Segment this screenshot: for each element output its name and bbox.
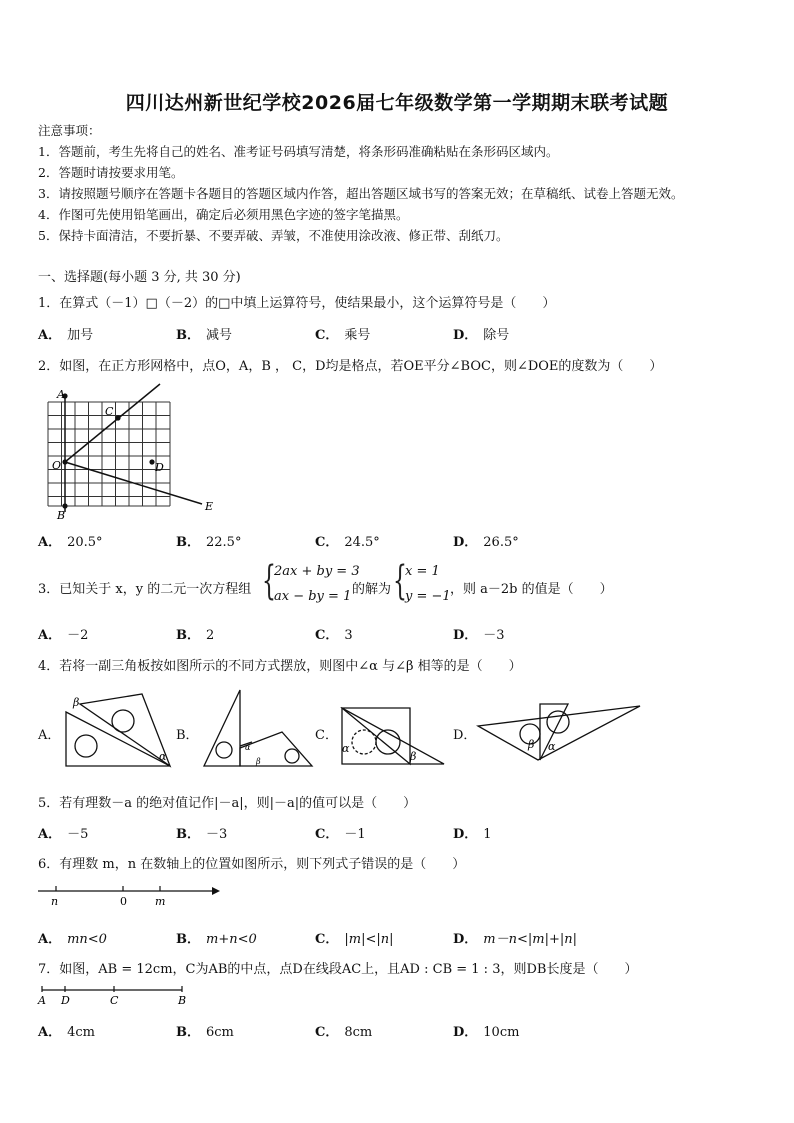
q5-option-a: A． －5 <box>38 827 89 842</box>
seg-label-b: B <box>178 994 187 1007</box>
q6-option-b: B． m+n<0 <box>176 932 257 947</box>
q4-figure-a <box>60 690 175 770</box>
axis-label-m: m <box>155 895 166 908</box>
q6-option-a: A． mn<0 <box>38 932 107 947</box>
label-c: C <box>105 405 114 418</box>
q1-option-a: A． 加号 <box>38 328 94 343</box>
q3-option-d: D． －3 <box>453 628 505 643</box>
label-a: A <box>57 388 65 401</box>
ray-oc <box>65 384 160 462</box>
q4-option-b-letter: B． <box>176 728 199 743</box>
beta-label: β <box>528 738 535 751</box>
question-4-stem: 4．若将一副三角板按如图所示的不同方式摆放，则图中∠α 与∠β 相等的是（ ） <box>38 659 522 674</box>
question-5-stem: 5．若有理数－a 的绝对值记作|－a|，则|－a|的值可以是（ ） <box>38 796 417 811</box>
q7-option-a: A． 4cm <box>38 1025 95 1040</box>
question-1-stem: 1．在算式（－1）□（－2）的□中填上运算符号，使结果最小，这个运算符号是（ ） <box>38 296 556 311</box>
solution-y: y = −1 <box>405 589 451 604</box>
q4-option-d-letter: D． <box>453 728 477 743</box>
point-d <box>149 459 154 464</box>
q3-option-c: C． 3 <box>315 628 353 643</box>
beta-label: β <box>410 750 417 763</box>
q7-option-c: C． 8cm <box>315 1025 373 1040</box>
label-b: B <box>57 509 66 522</box>
seg-label-d: D <box>61 994 70 1007</box>
seg-label-c: C <box>110 994 119 1007</box>
question-3-stem-mid: 的解为 <box>352 582 392 597</box>
q2-grid-figure <box>38 380 238 525</box>
q3-option-a: A． －2 <box>38 628 89 643</box>
q5-option-b: B． －3 <box>176 827 228 842</box>
question-3-stem-post: ，则 a－2b 的值是（ ） <box>450 582 613 597</box>
question-2-stem: 2．如图，在正方形网格中，点O，A，B ， C，D均是格点，若OE平分∠BOC，则∠DOE的度数为（ ） <box>38 359 663 374</box>
section-heading: 一、选择题(每小题 3 分, 共 30 分) <box>38 270 241 285</box>
q7-option-b: B． 6cm <box>176 1025 234 1040</box>
equation-1: 2ax + by = 3 <box>274 564 360 579</box>
label-d: D <box>155 461 164 474</box>
q5-option-d: D． 1 <box>453 827 492 842</box>
q3-option-b: B． 2 <box>176 628 215 643</box>
seg-label-a: A <box>38 994 46 1007</box>
solution-x: x = 1 <box>405 564 440 579</box>
axis-label-zero: 0 <box>120 895 127 908</box>
equation-2: ax − by = 1 <box>274 589 352 604</box>
question-6-stem: 6．有理数 m，n 在数轴上的位置如图所示，则下列式子错误的是（ ） <box>38 857 466 872</box>
q4-figure-c <box>336 690 451 770</box>
page-title: 四川达州新世纪学校2026届七年级数学第一学期期末联考试题 <box>125 92 669 114</box>
brace-left-1: { <box>262 558 276 604</box>
question-7-stem: 7．如图，AB = 12cm，C为AB的中点，点D在线段AC上，且AD : CB = 1 : 3，则DB长度是（ ） <box>38 962 638 977</box>
q1-option-c: C． 乘号 <box>315 328 371 343</box>
arrow-icon <box>212 887 220 895</box>
notice-item: 5．保持卡面清洁，不要折暴、不要弄破、弄皱，不准使用涂改液、修正带、刮纸刀。 <box>38 228 509 243</box>
q1-option-b: B． 减号 <box>176 328 233 343</box>
beta-label: β <box>73 696 80 709</box>
q2-option-a: A． 20.5° <box>38 535 103 550</box>
notice-item: 1．答题前，考生先将自己的姓名、准考证号码填写清楚，将条形码准确粘贴在条形码区域内。 <box>38 144 559 159</box>
beta-label: β <box>256 757 261 766</box>
point-o <box>62 459 67 464</box>
segment-figure <box>36 984 196 1008</box>
point-b <box>62 503 67 508</box>
alpha-label: α <box>159 750 167 763</box>
question-3-stem-pre: 3．已知关于 x，y 的二元一次方程组 <box>38 582 252 597</box>
notice-heading: 注意事项： <box>38 123 101 138</box>
q2-option-b: B． 22.5° <box>176 535 242 550</box>
q1-option-d: D． 除号 <box>453 328 510 343</box>
alpha-label: α <box>548 740 556 753</box>
q6-option-c: C． |m|<|n| <box>315 932 394 947</box>
label-o: O <box>52 459 62 472</box>
q4-option-c-letter: C． <box>315 728 338 743</box>
number-line <box>36 880 221 910</box>
point-c <box>115 415 120 420</box>
q7-option-d: D． 10cm <box>453 1025 520 1040</box>
q4-figure-b <box>200 688 315 770</box>
brace-left-2: { <box>393 558 407 604</box>
q4-option-a-letter: A． <box>38 728 61 743</box>
alpha-label: α <box>342 742 350 755</box>
q2-option-c: C． 24.5° <box>315 535 380 550</box>
alpha-label: α <box>245 743 251 752</box>
q2-option-d: D． 26.5° <box>453 535 519 550</box>
q5-option-c: C． －1 <box>315 827 366 842</box>
axis-label-n: n <box>51 895 59 908</box>
notice-item: 3．请按照题号顺序在答题卡各题目的答题区域内作答，超出答题区域书写的答案无效；在草稿纸、试卷上答题无效。 <box>38 186 684 201</box>
q4-figure-d <box>476 698 644 768</box>
label-e: E <box>205 500 214 513</box>
q6-option-d: D． m－n<|m|+|n| <box>453 932 577 947</box>
notice-item: 2．答题时请按要求用笔。 <box>38 165 184 180</box>
notice-item: 4．作图可先使用铅笔画出，确定后必须用黑色字迹的签字笔描黑。 <box>38 207 409 222</box>
